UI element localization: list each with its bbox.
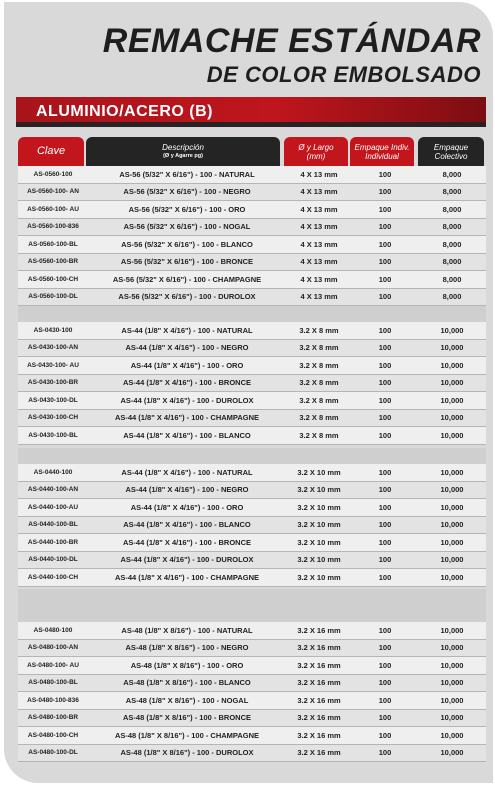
cell-size: 4 X 13 mm <box>300 187 338 197</box>
cell-code: AS-0560-100-BR <box>27 258 79 266</box>
cell-description: AS-48 (1/8" X 8/16") - 100 - NEGRO <box>125 643 249 653</box>
cell-size: 4 X 13 mm <box>300 239 338 249</box>
cell-description: AS-44 (1/8" X 4/16") - 100 - CHAMPAGNE <box>114 572 260 582</box>
cell-description: AS-44 (1/8" X 4/16") - 100 - BLANCO <box>123 520 251 530</box>
table-row <box>18 357 486 375</box>
cell-colectivo: 8,000 <box>442 239 462 249</box>
cell-size: 3.2 X 16 mm <box>297 695 341 705</box>
col-header-colectivo-label: Empaque <box>433 142 469 152</box>
cell-size: 3.2 X 10 mm <box>297 467 341 477</box>
cell-code: AS-0480-100-AN <box>27 644 79 652</box>
cell-individual: 100 <box>378 187 392 197</box>
cell-individual: 100 <box>378 678 392 688</box>
cell-size: 3.2 X 16 mm <box>297 660 341 670</box>
cell-colectivo: 10,000 <box>440 485 464 495</box>
cell-size: 3.2 X 8 mm <box>299 378 339 388</box>
cell-individual: 100 <box>378 572 392 582</box>
col-header-colectivo-sub: Colectivo <box>434 151 468 161</box>
cell-code: AS-0480-100-DL <box>28 749 78 757</box>
cell-description: AS-56 (5/32" X 6/16") - 100 - ORO <box>128 204 246 214</box>
group-separator <box>18 448 486 464</box>
cell-code: AS-0430-100-CH <box>27 414 79 422</box>
cell-size: 3.2 X 8 mm <box>299 395 339 405</box>
group-separator <box>18 589 486 622</box>
cell-individual: 100 <box>378 748 392 758</box>
cell-individual: 100 <box>378 360 392 370</box>
cell-description: AS-56 (5/32" X 6/16") - 100 - BRONCE <box>120 257 254 267</box>
section-bar-stripe <box>16 122 486 127</box>
cell-individual: 100 <box>378 292 392 302</box>
cell-code: AS-0440-100-CH <box>27 573 79 581</box>
table-row <box>18 340 486 358</box>
col-header-individual <box>350 137 414 166</box>
cell-individual: 100 <box>378 485 392 495</box>
table-row <box>18 640 486 658</box>
cell-colectivo: 10,000 <box>440 748 464 758</box>
cell-size: 3.2 X 8 mm <box>299 430 339 440</box>
cell-colectivo: 10,000 <box>440 502 464 512</box>
cell-description: AS-56 (5/32" X 6/16") - 100 - NATURAL <box>119 169 255 179</box>
table-row <box>18 622 486 640</box>
cell-colectivo: 10,000 <box>440 343 464 353</box>
cell-individual: 100 <box>378 239 392 249</box>
cell-individual: 100 <box>378 204 392 214</box>
cell-individual: 100 <box>378 643 392 653</box>
cell-colectivo: 10,000 <box>440 520 464 530</box>
cell-description: AS-48 (1/8" X 8/16") - 100 - NOGAL <box>125 695 249 705</box>
cell-size: 3.2 X 8 mm <box>299 360 339 370</box>
col-header-largo <box>284 137 348 166</box>
cell-colectivo: 8,000 <box>442 257 462 267</box>
cell-individual: 100 <box>378 555 392 565</box>
cell-code: AS-0430-100-DL <box>28 396 78 404</box>
cell-code: AS-0440-100-BR <box>27 538 79 546</box>
table-row <box>18 552 486 570</box>
section-label: ALUMINIO/ACERO (B) <box>36 103 213 120</box>
cell-description: AS-56 (5/32" X 6/16") - 100 - BLANCO <box>121 239 253 249</box>
cell-individual: 100 <box>378 169 392 179</box>
table-row <box>18 710 486 728</box>
table-row <box>18 727 486 745</box>
cell-individual: 100 <box>378 520 392 530</box>
cell-colectivo: 10,000 <box>440 713 464 723</box>
cell-description: AS-48 (1/8" X 8/16") - 100 - DUROLOX <box>120 748 254 758</box>
cell-individual: 100 <box>378 413 392 423</box>
cell-code: AS-0440-100-BL <box>28 521 78 529</box>
cell-individual: 100 <box>378 378 392 388</box>
cell-colectivo: 10,000 <box>440 325 464 335</box>
cell-individual: 100 <box>378 395 392 405</box>
table-row <box>18 745 486 763</box>
cell-description: AS-48 (1/8" X 8/16") - 100 - BLANCO <box>123 678 251 688</box>
cell-size: 3.2 X 16 mm <box>297 748 341 758</box>
cell-size: 3.2 X 16 mm <box>297 713 341 723</box>
cell-individual: 100 <box>378 343 392 353</box>
cell-colectivo: 10,000 <box>440 730 464 740</box>
cell-code: AS-0560-100- AU <box>27 205 79 213</box>
cell-colectivo: 8,000 <box>442 169 462 179</box>
cell-colectivo: 8,000 <box>442 187 462 197</box>
col-header-clave <box>18 137 84 166</box>
cell-code: AS-0440-100-AU <box>27 503 79 511</box>
table-row <box>18 289 486 307</box>
cell-size: 3.2 X 16 mm <box>297 643 341 653</box>
cell-description: AS-56 (5/32" X 6/16") - 100 - DUROLOX <box>118 292 256 302</box>
cell-description: AS-48 (1/8" X 8/16") - 100 - ORO <box>130 660 244 670</box>
catalog-panel <box>4 2 493 783</box>
cell-colectivo: 10,000 <box>440 537 464 547</box>
cell-code: AS-0480-100-836 <box>27 696 79 704</box>
cell-individual: 100 <box>378 537 392 547</box>
cell-description: AS-56 (5/32" X 6/16") - 100 - NOGAL <box>123 222 251 232</box>
cell-colectivo: 8,000 <box>442 292 462 302</box>
cell-individual: 100 <box>378 660 392 670</box>
cell-description: AS-44 (1/8" X 4/16") - 100 - BLANCO <box>123 430 251 440</box>
cell-colectivo: 10,000 <box>440 378 464 388</box>
col-header-descripcion <box>86 137 280 166</box>
table-row <box>18 482 486 500</box>
col-header-descripcion-sub: (Ø y Agarre pg) <box>163 153 203 159</box>
cell-individual: 100 <box>378 467 392 477</box>
col-header-colectivo <box>418 137 484 166</box>
cell-description: AS-56 (5/32" X 6/16") - 100 - NEGRO <box>123 187 251 197</box>
col-header-descripcion-label: Descripción <box>162 143 204 152</box>
cell-colectivo: 10,000 <box>440 660 464 670</box>
cell-code: AS-0440-100 <box>33 468 73 476</box>
cell-size: 3.2 X 10 mm <box>297 555 341 565</box>
table-row <box>18 236 486 254</box>
cell-colectivo: 8,000 <box>442 222 462 232</box>
table-row <box>18 410 486 428</box>
cell-description: AS-44 (1/8" X 4/16") - 100 - CHAMPAGNE <box>114 413 260 423</box>
col-header-clave-label: Clave <box>36 145 66 157</box>
cell-code: AS-0430-100 <box>33 326 73 334</box>
cell-description: AS-44 (1/8" X 4/16") - 100 - DUROLOX <box>120 395 254 405</box>
table-row <box>18 692 486 710</box>
col-header-largo-sub: (mm) <box>306 151 326 161</box>
cell-individual: 100 <box>378 695 392 705</box>
col-header-individual-sub: Individual <box>365 151 399 161</box>
table-row <box>18 166 486 184</box>
cell-size: 3.2 X 8 mm <box>299 343 339 353</box>
cell-colectivo: 10,000 <box>440 643 464 653</box>
table-row <box>18 219 486 237</box>
cell-colectivo: 10,000 <box>440 430 464 440</box>
cell-size: 4 X 13 mm <box>300 292 338 302</box>
cell-colectivo: 10,000 <box>440 678 464 688</box>
cell-size: 3.2 X 16 mm <box>297 678 341 688</box>
cell-description: AS-44 (1/8" X 4/16") - 100 - ORO <box>130 502 244 512</box>
table-row <box>18 375 486 393</box>
cell-individual: 100 <box>378 502 392 512</box>
cell-description: AS-44 (1/8" X 4/16") - 100 - ORO <box>130 360 244 370</box>
cell-code: AS-0560-100-BL <box>28 240 78 248</box>
cell-code: AS-0480-100-BR <box>27 714 79 722</box>
cell-description: AS-56 (5/32" X 6/16") - 100 - CHAMPAGNE <box>112 274 262 284</box>
cell-code: AS-0430-100- AU <box>27 361 79 369</box>
cell-individual: 100 <box>378 257 392 267</box>
cell-size: 4 X 13 mm <box>300 222 338 232</box>
cell-code: AS-0560-100-CH <box>27 275 79 283</box>
table-row <box>18 517 486 535</box>
table-row <box>18 569 486 587</box>
cell-colectivo: 10,000 <box>440 467 464 477</box>
cell-individual: 100 <box>378 730 392 740</box>
cell-colectivo: 8,000 <box>442 204 462 214</box>
section-bar <box>16 97 486 127</box>
cell-description: AS-44 (1/8" X 4/16") - 100 - NATURAL <box>121 467 253 477</box>
cell-individual: 100 <box>378 325 392 335</box>
col-header-individual-label: Empaque Indiv. <box>354 142 410 152</box>
cell-individual: 100 <box>378 713 392 723</box>
cell-colectivo: 8,000 <box>442 274 462 284</box>
table-row <box>18 184 486 202</box>
cell-code: AS-0480-100- AU <box>27 661 79 669</box>
cell-colectivo: 10,000 <box>440 360 464 370</box>
table-row <box>18 657 486 675</box>
cell-description: AS-44 (1/8" X 4/16") - 100 - DUROLOX <box>120 555 254 565</box>
cell-size: 3.2 X 10 mm <box>297 520 341 530</box>
cell-size: 3.2 X 10 mm <box>297 502 341 512</box>
cell-size: 3.2 X 10 mm <box>297 485 341 495</box>
table-row <box>18 322 486 340</box>
cell-colectivo: 10,000 <box>440 572 464 582</box>
table-row <box>18 392 486 410</box>
page-title: REMACHE ESTÁNDAR <box>102 22 481 60</box>
cell-colectivo: 10,000 <box>440 625 464 635</box>
cell-description: AS-44 (1/8" X 4/16") - 100 - BRONCE <box>123 378 251 388</box>
cell-code: AS-0560-100- AN <box>27 188 79 196</box>
cell-description: AS-44 (1/8" X 4/16") - 100 - NEGRO <box>125 343 249 353</box>
cell-size: 3.2 X 10 mm <box>297 537 341 547</box>
cell-size: 3.2 X 8 mm <box>299 413 339 423</box>
cell-individual: 100 <box>378 274 392 284</box>
cell-code: AS-0440-100-AN <box>27 486 79 494</box>
cell-individual: 100 <box>378 625 392 635</box>
cell-size: 4 X 13 mm <box>300 204 338 214</box>
table-row <box>18 201 486 219</box>
col-header-largo-label: Ø y Largo <box>298 142 334 152</box>
table-row <box>18 254 486 272</box>
table-row <box>18 499 486 517</box>
cell-code: AS-0430-100-BR <box>27 379 79 387</box>
table-row <box>18 464 486 482</box>
cell-code: AS-0560-100-836 <box>27 223 79 231</box>
cell-description: AS-48 (1/8" X 8/16") - 100 - CHAMPAGNE <box>114 730 260 740</box>
cell-colectivo: 10,000 <box>440 695 464 705</box>
cell-description: AS-48 (1/8" X 8/16") - 100 - BRONCE <box>123 713 251 723</box>
cell-colectivo: 10,000 <box>440 395 464 405</box>
cell-size: 3.2 X 10 mm <box>297 572 341 582</box>
table-row <box>18 271 486 289</box>
cell-code: AS-0440-100-DL <box>28 556 78 564</box>
cell-size: 4 X 13 mm <box>300 274 338 284</box>
cell-individual: 100 <box>378 430 392 440</box>
cell-description: AS-44 (1/8" X 4/16") - 100 - NATURAL <box>121 325 253 335</box>
cell-code: AS-0560-100 <box>33 170 73 178</box>
cell-individual: 100 <box>378 222 392 232</box>
cell-code: AS-0430-100-BL <box>28 431 78 439</box>
table-row <box>18 427 486 445</box>
cell-description: AS-44 (1/8" X 4/16") - 100 - BRONCE <box>123 537 251 547</box>
cell-code: AS-0430-100-AN <box>27 344 79 352</box>
cell-size: 3.2 X 16 mm <box>297 625 341 635</box>
cell-code: AS-0480-100 <box>33 626 73 634</box>
cell-size: 4 X 13 mm <box>300 257 338 267</box>
cell-size: 4 X 13 mm <box>300 169 338 179</box>
cell-code: AS-0480-100-CH <box>27 731 79 739</box>
cell-size: 3.2 X 8 mm <box>299 325 339 335</box>
cell-colectivo: 10,000 <box>440 413 464 423</box>
table-row <box>18 675 486 693</box>
cell-code: AS-0480-100-BL <box>28 679 78 687</box>
page-subtitle: DE COLOR EMBOLSADO <box>206 62 481 87</box>
table-row <box>18 534 486 552</box>
cell-code: AS-0560-100-DL <box>28 293 78 301</box>
cell-size: 3.2 X 16 mm <box>297 730 341 740</box>
cell-description: AS-48 (1/8" X 8/16") - 100 - NATURAL <box>121 625 253 635</box>
group-separator <box>18 306 486 322</box>
cell-description: AS-44 (1/8" X 4/16") - 100 - NEGRO <box>125 485 249 495</box>
cell-colectivo: 10,000 <box>440 555 464 565</box>
